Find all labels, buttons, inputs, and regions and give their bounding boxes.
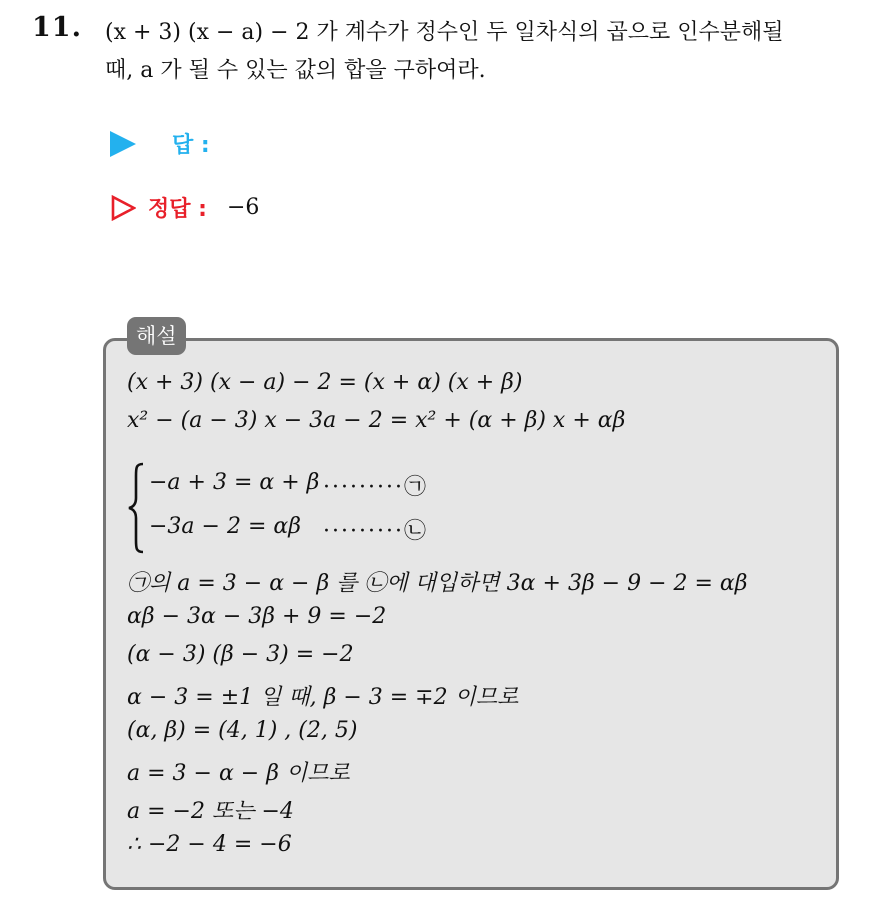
question-number: 11. (32, 12, 82, 43)
solution-line: (α − 3) (β − 3) = −2 (127, 642, 354, 667)
answer-blank-row (110, 128, 210, 159)
system-equation-2: −3a − 2 = αβ (149, 514, 301, 539)
question-text: (x + 3) (x − a) − 2 가 계수가 정수인 두 일차식의 곱으로 인수분해될 때, a 가 될 수 있는 값의 합을 구하여라. (105, 20, 784, 83)
solution-tag: 해설 (127, 317, 186, 355)
correct-answer-value: −6 (226, 195, 260, 220)
system-marker-1: ·········㉠ (323, 475, 428, 500)
solution-line: (α, β) = (4, 1) , (2, 5) (127, 718, 358, 743)
outline-triangle-icon (110, 195, 136, 221)
solution-line: ㉠의 a = 3 − α − β 를 ㉡에 대입하면 3α + 3β − 9 − 2 = αβ (127, 571, 748, 596)
solution-line: αβ − 3α − 3β + 9 = −2 (127, 604, 387, 629)
solution-line: a = 3 − α − β 이므로 (127, 761, 350, 786)
solution-line: ∴ −2 − 4 = −6 (127, 832, 292, 857)
system-marker-2: ·········㉡ (323, 519, 428, 544)
solution-line: x² − (a − 3) x − 3a − 2 = x² + (α + β) x + αβ (127, 408, 626, 433)
correct-answer-row (110, 192, 259, 223)
answer-label: 답 : (172, 133, 210, 158)
play-triangle-icon (110, 131, 136, 157)
solution-line: a = −2 또는 −4 (127, 799, 294, 824)
left-brace-icon (127, 462, 147, 554)
correct-answer-label: 정답 : (148, 197, 207, 222)
solution-line: (x + 3) (x − a) − 2 = (x + α) (x + β) (127, 370, 523, 395)
solution-line: α − 3 = ±1 일 때, β − 3 = ∓2 이므로 (127, 685, 519, 710)
system-equation-1: −a + 3 = α + β (149, 470, 320, 495)
